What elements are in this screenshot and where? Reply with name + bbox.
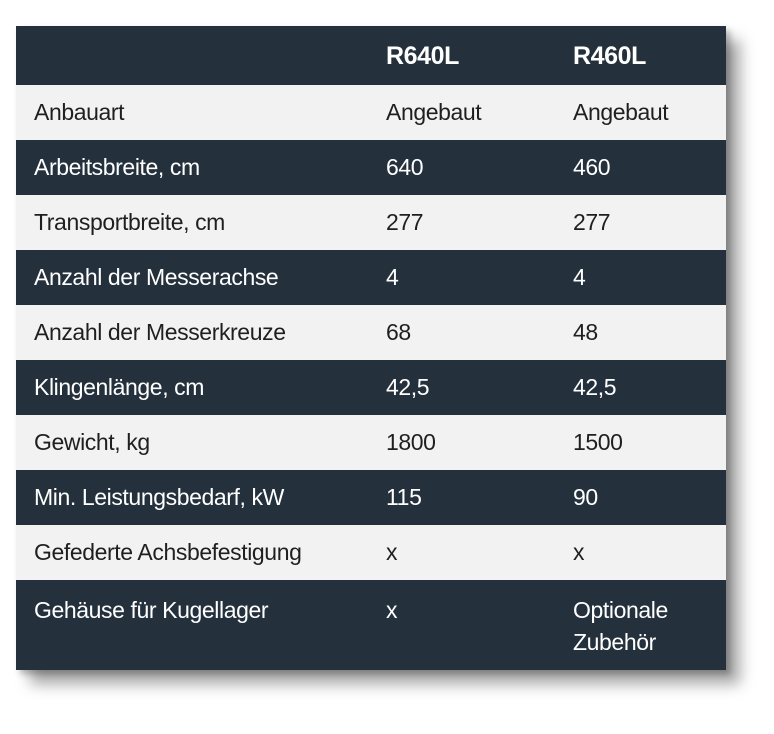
row-label <box>16 470 368 525</box>
r640l-value <box>368 580 555 666</box>
r640l-value-text: 1800 <box>386 429 436 455</box>
row-label <box>16 305 368 360</box>
row-label <box>16 195 368 250</box>
r460l-value <box>555 580 726 666</box>
row-label <box>16 140 368 195</box>
r640l-value-text: Angebaut <box>386 99 482 125</box>
row-label-text: Gefederte Achsbefestigung <box>34 539 302 565</box>
table-row <box>16 195 726 250</box>
r640l-value-text: 640 <box>386 154 424 180</box>
row-label <box>16 360 368 415</box>
row-label <box>16 525 368 580</box>
row-label-text: Transportbreite, cm <box>34 209 225 235</box>
table-header-row <box>16 26 726 85</box>
table-row <box>16 525 726 580</box>
r460l-value-text: x <box>573 539 585 565</box>
row-label <box>16 580 368 666</box>
r460l-value <box>555 305 726 360</box>
r460l-value-text: 1500 <box>573 429 623 455</box>
table-row <box>16 415 726 470</box>
r460l-value-text: 90 <box>573 484 598 510</box>
row-label-text: Klingenlänge, cm <box>34 374 205 400</box>
spec-table <box>16 26 726 666</box>
r640l-value <box>368 85 555 140</box>
row-label-text: Arbeitsbreite, cm <box>34 154 200 180</box>
r640l-value-text: 42,5 <box>386 374 430 400</box>
r460l-value <box>555 415 726 470</box>
header-label-column <box>16 26 368 85</box>
r460l-value <box>555 360 726 415</box>
r460l-value-text: 42,5 <box>573 374 617 400</box>
table-row <box>16 140 726 195</box>
r460l-value-text: 48 <box>573 319 598 345</box>
row-label <box>16 85 368 140</box>
r640l-value-text: 277 <box>386 209 424 235</box>
r640l-value-text: 68 <box>386 319 411 345</box>
r640l-value <box>368 195 555 250</box>
r460l-value <box>555 250 726 305</box>
table-row <box>16 470 726 525</box>
r460l-value-text: 277 <box>573 209 611 235</box>
r640l-value <box>368 525 555 580</box>
r460l-value-text: 4 <box>573 264 586 290</box>
r640l-value-text: x <box>386 539 398 565</box>
r460l-value <box>555 470 726 525</box>
r460l-value <box>555 525 726 580</box>
r640l-value <box>368 360 555 415</box>
table-row <box>16 85 726 140</box>
r460l-value <box>555 195 726 250</box>
table-row <box>16 305 726 360</box>
row-label-text: Min. Leistungsbedarf, kW <box>34 484 284 510</box>
r640l-value <box>368 140 555 195</box>
r640l-value <box>368 415 555 470</box>
row-label-text: Anzahl der Messerachse <box>34 264 279 290</box>
r460l-value <box>555 85 726 140</box>
r640l-value-text: 4 <box>386 264 399 290</box>
row-label-text: Anbauart <box>34 99 125 125</box>
table-row <box>16 360 726 415</box>
row-label <box>16 415 368 470</box>
r640l-value-text: 115 <box>386 484 422 510</box>
table-row <box>16 580 726 666</box>
row-label-text: Gehäuse für Kugellager <box>34 597 269 623</box>
spec-table-card <box>16 26 726 670</box>
table-row <box>16 250 726 305</box>
header-r640l: R640L <box>386 42 460 70</box>
r640l-value <box>368 250 555 305</box>
r640l-value <box>368 470 555 525</box>
r460l-value-text: 460 <box>573 154 611 180</box>
row-label <box>16 250 368 305</box>
r640l-value-text: x <box>386 597 398 623</box>
header-r460l: R460L <box>573 42 647 70</box>
row-label-text: Gewicht, kg <box>34 429 150 455</box>
r460l-value-text: Angebaut <box>573 99 669 125</box>
r460l-value <box>555 140 726 195</box>
r460l-value-line1: Optionale <box>573 597 668 623</box>
r460l-value-line2: Zubehör <box>573 629 656 655</box>
row-label-text: Anzahl der Messerkreuze <box>34 319 286 345</box>
r640l-value <box>368 305 555 360</box>
